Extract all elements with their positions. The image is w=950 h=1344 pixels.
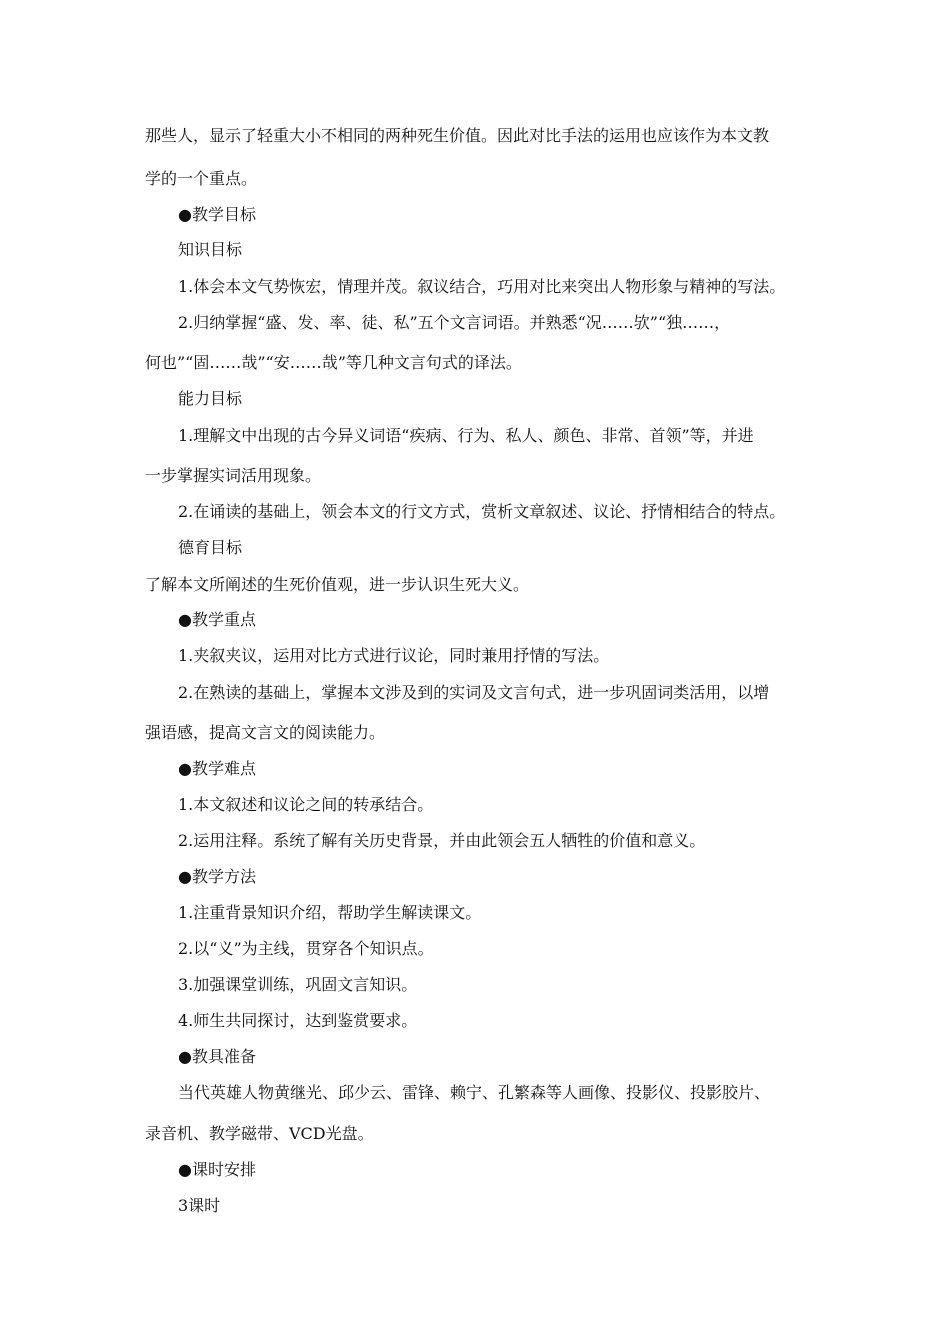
section-heading: ●教学方法 (178, 867, 256, 886)
text-line: 录音机、教学磁带、VCD光盘。 (145, 1124, 374, 1143)
text-line: 1.注重背景知识介绍，帮助学生解读课文。 (178, 903, 482, 922)
text-line: 一步掌握实词活用现象。 (145, 466, 322, 485)
text-line: 2.运用注释。系统了解有关历史背景，并由此领会五人牺牲的价值和意义。 (178, 831, 706, 850)
text-line: 2.以“义”为主线，贯穿各个知识点。 (178, 939, 434, 958)
section-heading: ●教具准备 (178, 1047, 256, 1066)
section-heading: ●教学重点 (178, 610, 256, 629)
text-line: 2.在诵读的基础上，领会本文的行文方式，赏析文章叙述、议论、抒情相结合的特点。 (178, 502, 786, 521)
text-line: 2.归纳掌握“盛、发、率、徒、私”五个文言词语。并熟悉“况……欤”“独……， (178, 313, 731, 332)
text-line: 1.夹叙夹议，运用对比方式进行议论，同时兼用抒情的写法。 (178, 646, 610, 665)
text-line: 那些人，显示了轻重大小不相同的两种死生价值。因此对比手法的运用也应该作为本文教 (145, 126, 770, 145)
text-line: 2.在熟读的基础上，掌握本文涉及到的实词及文言句式，进一步巩固词类活用，以增 (178, 683, 770, 702)
text-line: 3.加强课堂训练，巩固文言知识。 (178, 975, 418, 994)
text-line: 1.体会本文气势恢宏，情理并茂。叙议结合，巧用对比来突出人物形象与精神的写法。 (178, 277, 786, 296)
text-line: 当代英雄人物黄继光、邱少云、雷锋、赖宁、孔繁森等人画像、投影仪、投影胶片、 (178, 1083, 771, 1102)
section-heading: ●教学难点 (178, 759, 256, 778)
text-line: 1.理解文中出现的古今异义词语“疾病、行为、私人、颜色、非常、首领”等，并进 (178, 426, 754, 445)
text-line: 了解本文所阐述的生死价值观，进一步认识生死大义。 (145, 575, 530, 594)
text-line: 1.本文叙述和议论之间的转承结合。 (178, 795, 434, 814)
subheading: 德育目标 (178, 538, 243, 557)
text-line: 4.师生共同探讨，达到鉴赏要求。 (178, 1011, 418, 1030)
section-heading: ●教学目标 (178, 205, 256, 224)
subheading: 能力目标 (178, 389, 243, 408)
section-heading: ●课时安排 (178, 1160, 256, 1179)
text-line: 3课时 (178, 1196, 221, 1215)
text-line: 强语感，提高文言文的阅读能力。 (145, 723, 386, 742)
text-line: 学的一个重点。 (145, 169, 258, 188)
text-line: 何也”“固……哉”“安……哉”等几种文言句式的译法。 (145, 353, 522, 372)
subheading: 知识目标 (178, 240, 243, 259)
